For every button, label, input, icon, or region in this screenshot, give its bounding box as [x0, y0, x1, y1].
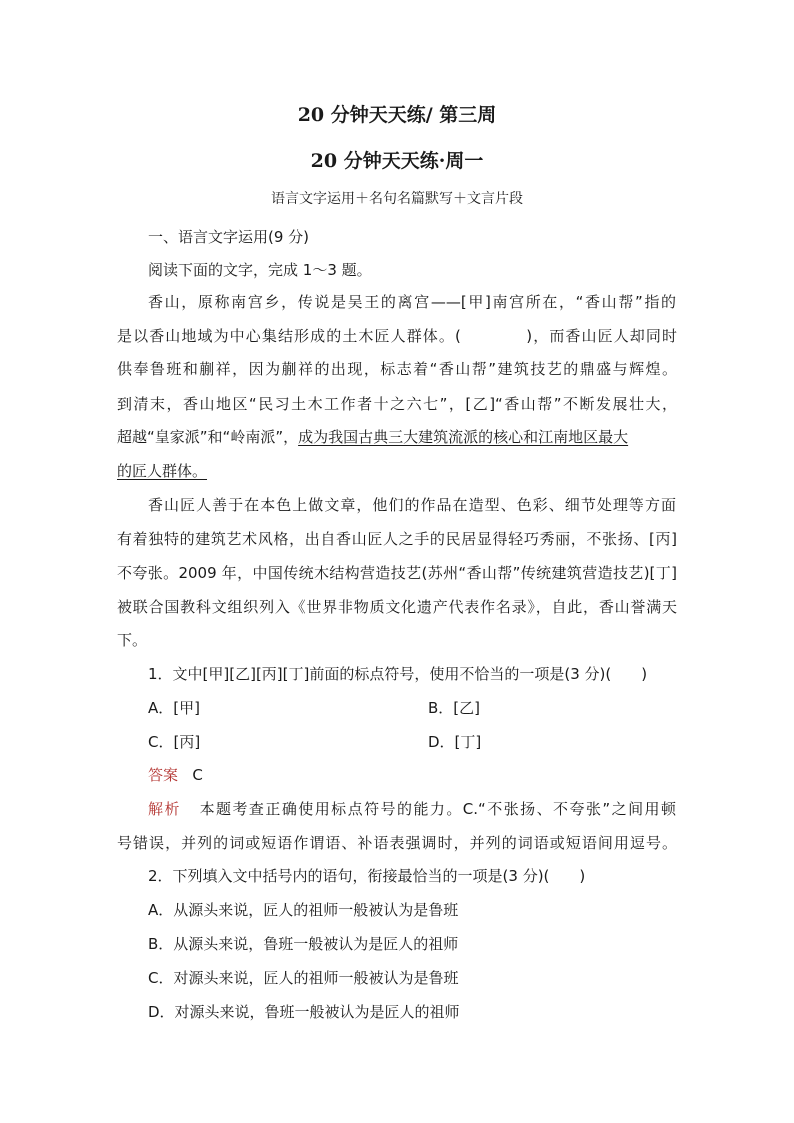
- para1-line4: 到清末，香山地区“民习土木工作者十之六七”，[乙]“香山帮”不断发展壮大，: [117, 395, 677, 413]
- instruction-line: 阅读下面的文字，完成 1～3 题。: [148, 261, 372, 279]
- para1-underlined-b: 的匠人群体。: [117, 462, 208, 480]
- para2-line5: 下。: [117, 631, 148, 649]
- day-title: 20 分钟天天练·周一: [310, 150, 484, 172]
- para2-line1: 香山匠人善于在本色上做文章，他们的作品在造型、色彩、细节处理等方面: [148, 496, 676, 514]
- para2-line3: 不夸张。2009 年，中国传统木结构营造技艺(苏州“香山帮”传统建筑营造技艺)[丁]: [117, 564, 677, 582]
- para1-line5: [117, 427, 628, 447]
- section-heading: 一、语言文字运用(9 分): [148, 228, 310, 246]
- q1-option-d: D．[丁]: [428, 733, 482, 751]
- para2-line4: 被联合国教科文组织列入《世界非物质文化遗产代表作名录》，自此，香山誉满天: [117, 598, 677, 616]
- q1-option-a: A．[甲]: [148, 699, 200, 717]
- para1-line2: 是以香山地域为中心集结形成的土木匠人群体。( )，而香山匠人却同时: [117, 327, 677, 345]
- q1-analysis-line2: 号错误，并列的词或短语作谓语、补语表强调时，并列的词语或短语间用逗号。: [117, 834, 677, 852]
- q2-option-d: D．对源头来说，鲁班一般被认为是匠人的祖师: [148, 1003, 460, 1021]
- q2-option-c: C．对源头来说，匠人的祖师一般被认为是鲁班: [148, 969, 459, 987]
- analysis-label: 解析: [148, 800, 181, 818]
- q1-option-c: C．[丙]: [148, 733, 201, 751]
- document-title: 20 分钟天天练/ 第三周: [297, 104, 497, 126]
- q2-option-b: B．从源头来说，鲁班一般被认为是匠人的祖师: [148, 935, 459, 953]
- analysis-text-1: 本题考查正确使用标点符号的能力。C.“不张扬、不夸张”之间用顿: [199, 800, 676, 818]
- para1-line3: 供奉鲁班和蒯祥，因为蒯祥的出现，标志着“香山帮”建筑技艺的鼎盛与辉煌。: [117, 360, 677, 378]
- para1-underlined-a: 成为我国古典三大建筑流派的核心和江南地区最大: [298, 428, 629, 446]
- answer-value: C: [192, 766, 203, 784]
- para1-line1: 香山，原称南宫乡，传说是吴王的离宫——[甲]南宫所在，“香山帮”指的: [148, 293, 676, 311]
- q2-stem: 2．下列填入文中括号内的语句，衔接最恰当的一项是(3 分)( ): [148, 867, 586, 885]
- answer-label: 答案: [148, 766, 179, 784]
- scope-line: 语言文字运用＋名句名篇默写＋文言片段: [271, 191, 523, 207]
- q1-option-b: B．[乙]: [428, 699, 480, 717]
- q1-answer: [148, 765, 203, 785]
- q1-stem: 1．文中[甲][乙][丙][丁]前面的标点符号，使用不恰当的一项是(3 分)( ): [148, 665, 648, 683]
- para1-line5-plain: 超越“皇家派”和“岭南派”，: [117, 428, 299, 446]
- q1-analysis-line1: [148, 799, 676, 819]
- q2-option-a: A．从源头来说，匠人的祖师一般被认为是鲁班: [148, 901, 459, 919]
- para2-line2: 有着独特的建筑艺术风格，出自香山匠人之手的民居显得轻巧秀丽，不张扬、[丙]: [117, 530, 677, 548]
